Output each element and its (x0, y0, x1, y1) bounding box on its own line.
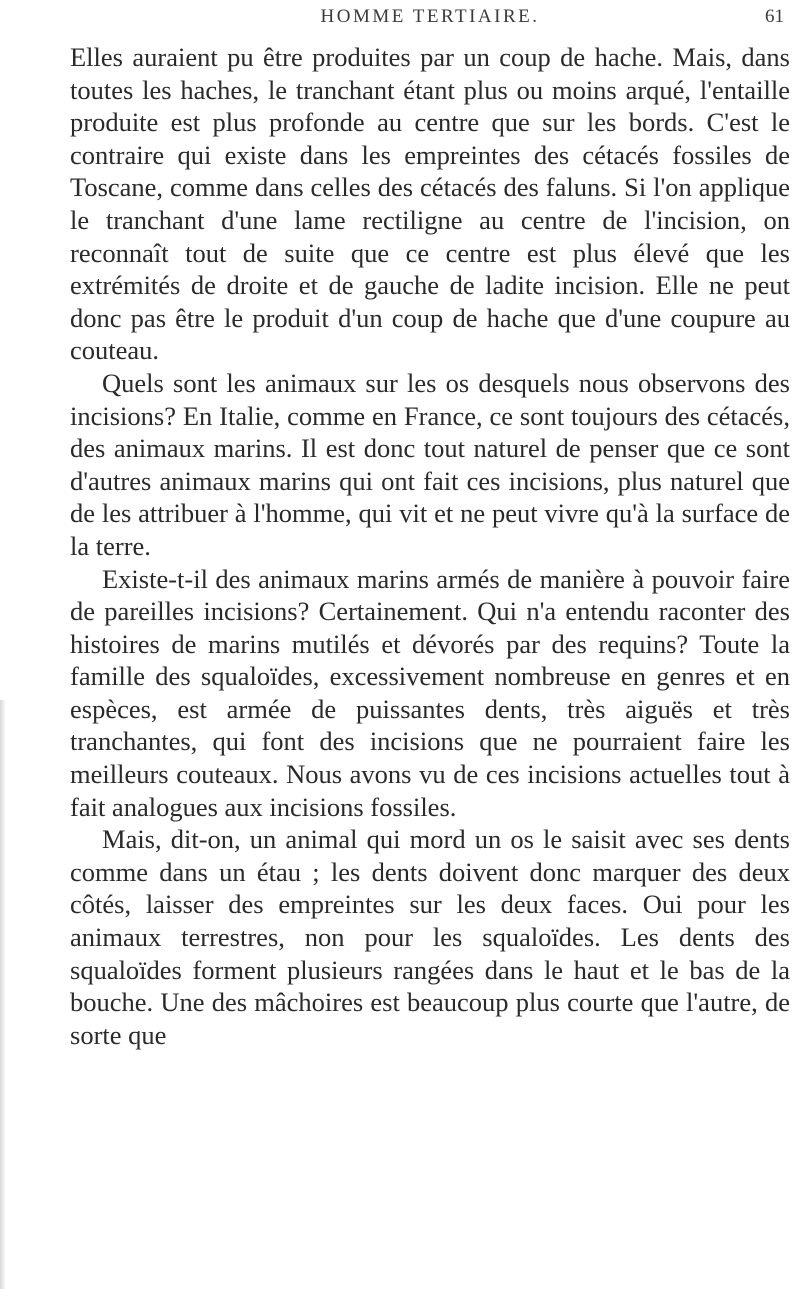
binding-shadow (0, 700, 6, 1289)
page-header (70, 6, 790, 36)
running-head: HOMME TERTIAIRE. (320, 6, 540, 27)
paragraph-3: Existe-t-il des animaux marins armés de manière à pouvoir faire de pareilles incisions? Certainement. Qui n'a entendu raconter des histoires de marins mutilés et dévorés par des requins? Toute la famille des squaloïdes, excessivement nombreuse en genres et en espèces, est armée de puissantes dents, très aiguës et très tranchantes, qui font des incisions que ne pourraient faire les meilleurs couteaux. Nous avons vu de ces incisions actuelles tout à fait analogues aux incisions fossiles. (70, 563, 790, 822)
paragraph-1: Elles auraient pu être produites par un coup de hache. Mais, dans toutes les haches, le tranchant étant plus ou moins arqué, l'entaille produite est plus profonde au centre que sur les bords. C'est le contraire qui existe dans les empreintes des cétacés fossiles de Toscane, comme dans celles des cétacés des faluns. Si l'on applique le tranchant d'une lame rectiligne au centre de l'incision, on reconnaît tout de suite que ce centre est plus élevé que les extrémités de droite et de gauche de ladite incision. Elle ne peut donc pas être le produit d'un coup de hache que d'une coupure au couteau. (70, 42, 790, 366)
body-text (70, 41, 790, 1051)
paragraph-4: Mais, dit-on, un animal qui mord un os le saisit avec ses dents comme dans un étau ; les dents doivent donc marquer des deux côtés, laisser des empreintes sur les deux faces. Oui pour les animaux terrestres, non pour les squaloïdes. Les dents des squaloïdes forment plusieurs rangées dans le haut et le bas de la bouche. Une des mâchoires est beaucoup plus courte que l'autre, de sorte que (70, 824, 790, 1050)
page-number: 61 (765, 6, 784, 27)
paragraph-2: Quels sont les animaux sur les os desquels nous observons des incisions? En Italie, comme en France, ce sont toujours des cétacés, des animaux marins. Il est donc tout naturel de penser que ce sont d'autres animaux marins qui ont fait ces incisions, plus naturel que de les attribuer à l'homme, qui vit et ne peut vivre qu'à la surface de la terre. (70, 367, 790, 561)
